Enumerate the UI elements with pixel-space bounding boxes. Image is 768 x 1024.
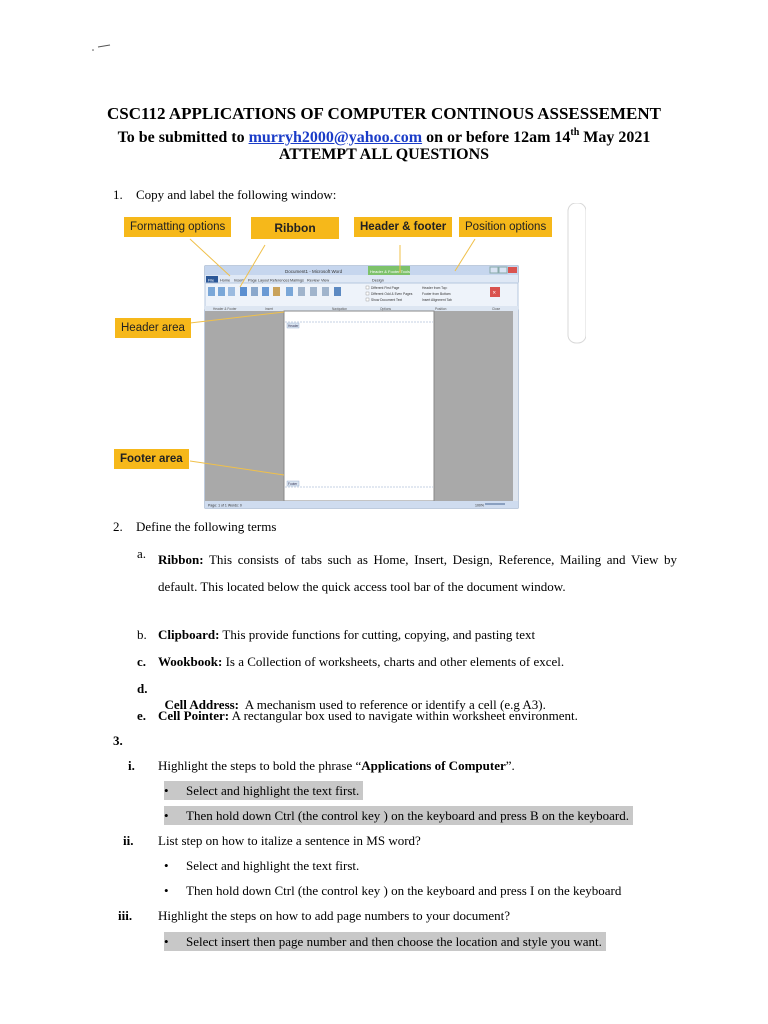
ribbon-group-label: Navigation	[332, 307, 348, 311]
ribbon-button-icon	[273, 287, 280, 296]
def-ribbon: This consists of tabs such as Home, Insert, Design, Reference, Mailing and View by default. This located below the quick access tool bar of the document window.	[158, 552, 677, 594]
q2a-marker: a.	[137, 546, 147, 561]
ribbon-group-label: Insert	[265, 307, 273, 311]
label-ribbon: Ribbon	[251, 217, 339, 239]
def-clipboard: This provide functions for cutting, copying, and pasting text	[219, 627, 536, 642]
ribbon-button-icon	[228, 287, 235, 296]
ribbon-tab: View	[321, 278, 330, 283]
email-link[interactable]: murryh2000@yahoo.com	[248, 129, 423, 146]
q2e-definition	[158, 708, 578, 724]
submission-mid: on or before 12am 14	[422, 129, 571, 146]
option-label: Show Document Text	[371, 298, 403, 302]
q3i-marker: i.	[128, 758, 135, 773]
ribbon-tab: Insert	[234, 278, 244, 283]
q3iii-marker: iii.	[118, 908, 133, 923]
status-right: 100%	[475, 503, 484, 508]
ribbon-button-icon	[298, 287, 305, 296]
scan-mark	[90, 40, 130, 52]
q1-text: Copy and label the following window:	[136, 187, 337, 202]
ribbon-group-label: Header & Footer	[213, 307, 237, 311]
ribbon-button-icon	[208, 287, 215, 296]
status-left: Page: 1 of 1 Words: 0	[208, 503, 242, 508]
def-cell-pointer: A rectangular box used to navigate within worksheet environment.	[229, 708, 578, 723]
q2d-marker: d.	[137, 681, 148, 696]
q2c-marker: c.	[137, 654, 147, 669]
q2e-marker: e.	[137, 708, 147, 723]
submission-suffix: May 2021	[579, 129, 651, 146]
bold-phrase: Applications of Computer	[361, 758, 506, 773]
position-label: Header from Top:	[422, 286, 448, 290]
position-label: Insert Alignment Tab	[422, 298, 452, 302]
ribbon-group-label: Options	[380, 307, 391, 311]
word-window-illustration	[100, 203, 586, 510]
term-cell-address: Cell Address:	[164, 697, 240, 712]
window-title: Document1 - Microsoft Word	[285, 269, 343, 274]
term-cell-pointer: Cell Pointer:	[158, 708, 230, 723]
q3iii-bullet-1: • Select insert then page number and then choose the location and style you want.	[164, 934, 606, 950]
attempt-all-heading: ATTEMPT ALL QUESTIONS	[278, 146, 490, 163]
q2b-marker: b.	[137, 627, 147, 642]
ribbon-button-icon	[218, 287, 225, 296]
header-tag: Header	[288, 324, 299, 328]
q2b-definition	[158, 627, 535, 643]
ribbon-button-icon	[334, 287, 341, 296]
q3ii-bullet-1: • Select and highlight the text first.	[164, 858, 360, 873]
svg-text:×: ×	[492, 290, 497, 297]
option-label: Different Odd & Even Pages	[371, 292, 413, 296]
ribbon-tab: References	[270, 278, 290, 283]
term-wookbook: Wookbook:	[158, 654, 223, 669]
submission-line	[0, 127, 768, 147]
ribbon-tab: Page Layout	[248, 278, 270, 283]
ribbon-group-label: Position	[435, 307, 447, 311]
ribbon-tab: File	[208, 278, 215, 283]
context-tab: Header & Footer Tools	[370, 269, 410, 274]
ribbon-button-icon	[240, 287, 247, 296]
option-checkbox	[366, 286, 369, 289]
label-footer-area: Footer area	[114, 449, 189, 469]
position-label: Footer from Bottom:	[422, 292, 452, 296]
label-header-footer: Header & footer	[354, 217, 452, 237]
def-cell-address: A mechanism used to reference or identify a cell (e.g A3).	[239, 697, 546, 712]
footer-tag: Footer	[288, 482, 298, 486]
ribbon-button-icon	[286, 287, 293, 296]
q3ii-bullet-2: • Then hold down Ctrl (the control key ) on the keyboard and press I on the keyboard	[164, 883, 622, 898]
term-ribbon: Ribbon:	[158, 552, 204, 567]
q3ii-text: List step on how to italize a sentence in MS word?	[158, 833, 421, 848]
q3iii-text: Highlight the steps on how to add page numbers to your document?	[158, 908, 511, 923]
option-checkbox	[366, 298, 369, 301]
q2-text: Define the following terms	[136, 519, 277, 534]
ribbon-tab: Review	[307, 278, 320, 283]
label-header-area: Header area	[115, 318, 191, 338]
q3-number: 3.	[113, 733, 123, 748]
q2-number: 2.	[113, 519, 123, 534]
date-suffix: th	[570, 127, 580, 138]
term-clipboard: Clipboard:	[158, 627, 220, 642]
ribbon-button-icon	[310, 287, 317, 296]
document-title: CSC112 APPLICATIONS OF COMPUTER CONTINOUS ASSESSEMENT	[106, 104, 662, 123]
def-wookbook: Is a Collection of worksheets, charts and other elements of excel.	[222, 654, 565, 669]
q3i-bullet-1: • Select and highlight the text first.	[164, 783, 363, 799]
ribbon-tab: Design	[372, 278, 384, 283]
ribbon-button-icon	[251, 287, 258, 296]
ribbon-button-icon	[262, 287, 269, 296]
label-formatting-options: Formatting options	[124, 217, 231, 237]
q2c-definition	[158, 654, 564, 670]
ribbon-tab: Home	[220, 278, 231, 283]
q3i-bullet-2: • Then hold down Ctrl (the control key ) on the keyboard and press B on the keyboard.	[164, 808, 633, 824]
option-label: Different First Page	[371, 286, 400, 290]
label-position-options: Position options	[459, 217, 552, 237]
q3ii-marker: ii.	[123, 833, 134, 848]
q3i-text: Highlight the steps to bold the phrase “Applications of Computer”.	[158, 758, 515, 773]
q2a-definition	[158, 546, 677, 600]
option-checkbox	[366, 292, 369, 295]
submission-prefix: To be submitted to	[117, 129, 249, 146]
ribbon-group-label: Close	[492, 307, 501, 311]
ribbon-tab: Mailings	[290, 278, 304, 283]
ribbon-button-icon	[322, 287, 329, 296]
q1-number: 1.	[113, 187, 123, 202]
